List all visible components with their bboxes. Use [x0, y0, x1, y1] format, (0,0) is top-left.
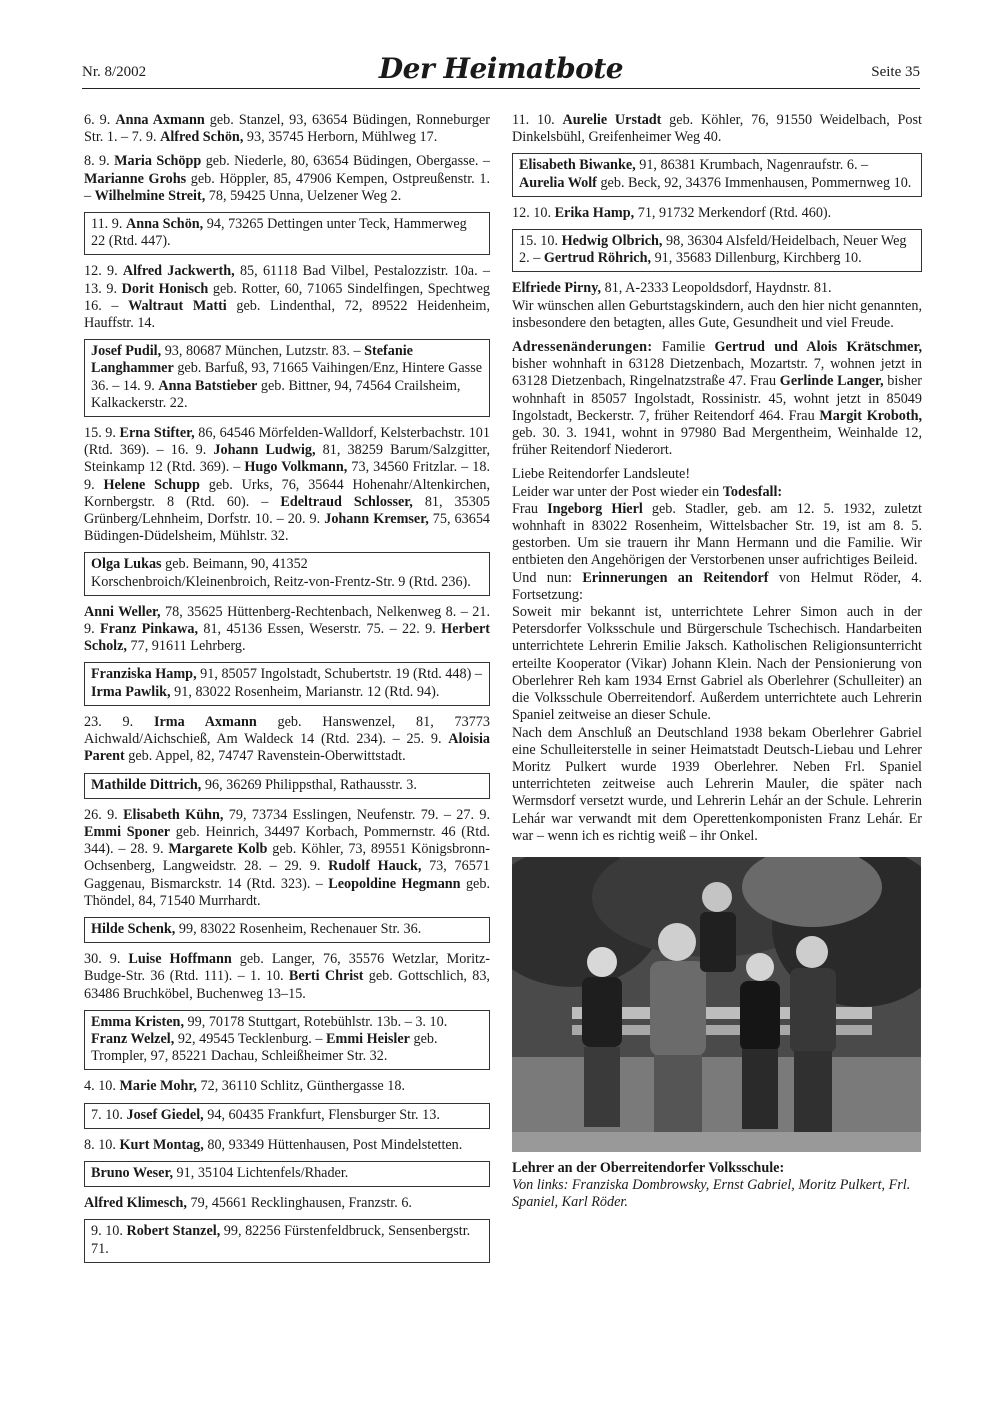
text-run: geb. Stanzel, 93, 63654 Büdingen, Ronneburger Str. 1. – 7. 9.	[84, 112, 490, 146]
name-highlight: Elfriede Pirny,	[512, 280, 602, 297]
name-highlight: Herbert Scholz,	[84, 621, 490, 655]
text-run: Nach dem Anschluß an Deutschland 1938 bekam Oberlehrer Gabriel eine Schulleiterstelle in seiner Heimatstadt Deutsch-Liebau und Lehrer Moritz Pulkert wurde 1939 Oberlehrer. Neben Frl. Spaniel unterrichteten zeitweise auch Lehrerin Mauler, die später nach Wermsdorf versetzt wurde, und Lehrerin Lehár an der Schule. Lehrerin Lehár war verwandt mit dem Operettenkomponisten Franz Lehár. Er war – wenn ich es richtig weiß – ihr Onkel.	[512, 724, 922, 844]
photo-illustration	[512, 857, 921, 1152]
text-run: geb. Barfuß, 93, 71665 Vaihingen/Enz, Hintere Gasse 36. – 14. 9.	[91, 360, 483, 394]
name-highlight: Adressenänderungen:	[512, 339, 653, 356]
text-paragraph	[84, 153, 490, 205]
text-run: 12. 10.	[512, 204, 555, 221]
text-run: 11. 9.	[91, 216, 126, 233]
text-run: 15. 9.	[84, 425, 120, 442]
issue-number: Nr. 8/2002	[82, 64, 147, 80]
text-run: 6. 9.	[84, 112, 116, 128]
name-highlight: Elisabeth Kühn,	[123, 806, 224, 823]
name-highlight: Stefanie Langhammer	[91, 343, 413, 377]
text-run: bisher wohnhaft in 85057 Ingolstadt, Rossinistr. 45, wohnt jetzt in 85049 Ingolstadt, Beckerstr. 7, früher Reitendorf 464. Frau	[512, 373, 922, 424]
name-highlight: Franz Welzel,	[91, 1030, 175, 1047]
page-header	[82, 50, 920, 90]
text-run: 11. 10.	[512, 112, 563, 128]
text-run: 15. 10.	[519, 233, 562, 250]
text-run: von Helmut Röder, 4. Fortsetzung:	[512, 569, 922, 603]
name-highlight: Wilhelmine Streit,	[94, 187, 206, 204]
text-run: geb. Beimann, 90, 41352 Korschenbroich/Kleinenbroich, Reitz-von-Frentz-Str. 9 (Rtd. 236).	[91, 556, 471, 590]
text-run: 92, 49545 Tecklenburg. –	[174, 1030, 327, 1047]
name-highlight: Ingeborg Hierl	[547, 500, 643, 517]
birthday-entry-boxed	[84, 1103, 490, 1129]
text-run: geb. Heinrich, 34497 Korbach, Pommernstr. 46 (Rtd. 344). – 28. 9.	[84, 823, 491, 858]
text-run: 91, 35683 Dillenburg, Kirchberg 10.	[651, 250, 862, 267]
name-highlight: Marianne Grohs	[84, 170, 187, 187]
name-highlight: Emmi Heisler	[326, 1030, 410, 1047]
name-highlight: Bruno Weser,	[91, 1164, 173, 1181]
text-run: Frau	[512, 500, 548, 517]
text-run: 93, 80687 München, Lutzstr. 83. –	[161, 343, 365, 360]
name-highlight: Hilde Schenk,	[91, 920, 176, 937]
name-highlight: Todesfall:	[722, 483, 783, 500]
text-run: geb. Niederle, 80, 63654 Büdingen, Obergasse. –	[201, 153, 490, 170]
name-highlight: Johann Kremser,	[324, 511, 429, 528]
text-paragraph	[84, 1137, 490, 1154]
page-number: Seite 35	[871, 64, 920, 80]
birthday-entry-boxed	[512, 153, 922, 196]
text-run: geb. Urks, 76, 35644 Hohenahr/Altenkirchen, Kornbergstr. 8 (Rtd. 60). –	[84, 476, 491, 510]
name-highlight: Anna Schön,	[125, 216, 204, 233]
left-column	[84, 112, 490, 1271]
text-paragraph	[512, 466, 922, 844]
text-paragraph	[84, 951, 490, 1003]
text-run: 99, 83022 Rosenheim, Rechenauer Str. 36.	[175, 920, 422, 937]
birthday-entry-boxed	[84, 552, 490, 595]
text-run: 30. 9.	[84, 951, 129, 968]
text-run: 91, 35104 Lichtenfels/Rhader.	[173, 1164, 349, 1181]
text-run: geb. Appel, 82, 74747 Ravenstein-Oberwittstadt.	[124, 748, 406, 765]
text-run: Familie	[652, 339, 715, 356]
text-paragraph	[84, 263, 490, 332]
text-run: geb. Hanswenzel, 81, 73773 Aichwald/Aichschieß, Am Waldeck 14 (Rtd. 234). – 25. 9.	[84, 713, 490, 748]
text-paragraph	[512, 205, 922, 222]
photo-caption-title: Lehrer an der Oberreitendorfer Volksschule:	[512, 1159, 785, 1176]
text-run: 98, 36304 Alsfeld/Heidelbach, Neuer Weg 2. –	[519, 233, 907, 267]
text-run: 91, 83022 Rosenheim, Marianstr. 12 (Rtd. 94).	[170, 683, 440, 700]
text-paragraph	[512, 280, 922, 332]
text-run: geb. Beck, 92, 34376 Immenhausen, Pommernweg 10.	[596, 174, 912, 191]
name-highlight: Erinnerungen an Reitendorf	[582, 569, 769, 586]
text-paragraph	[512, 112, 922, 146]
name-highlight: Emmi Sponer	[84, 823, 171, 840]
text-run: geb. Stadler, geb. am 12. 5. 1932, zuletzt wohnhaft in 83022 Rosenheim, Wittelsbacher Str. 19, ist am 8. 5. gestorben. Um sie trauern ihr Mann Hermann und die Familie. Wir entbieten den Angehörigen der Verstorbenen unser aufrichtiges Beileid.	[512, 500, 922, 569]
header-rule	[82, 88, 920, 89]
text-paragraph	[84, 1078, 490, 1095]
text-run: Liebe Reitendorfer Landsleute!	[512, 466, 691, 483]
text-run: 81, 38259 Barum/Salzgitter, Steinkamp 12 (Rtd. 369). –	[84, 442, 491, 476]
name-highlight: Franz Pinkawa,	[100, 621, 198, 638]
text-run: 81, 35305 Grünberg/Lehnheim, Dorfstr. 10. – 20. 9.	[84, 493, 491, 528]
name-highlight: Hedwig Olbrich,	[561, 233, 663, 250]
name-highlight: Helene Schupp	[103, 476, 200, 493]
text-run: 91, 85057 Ingolstadt, Schubertstr. 19 (Rtd. 448) –	[196, 666, 482, 683]
text-run: 79, 45661 Recklinghausen, Franzstr. 6.	[186, 1195, 412, 1212]
text-run: 81, 45136 Essen, Weserstr. 75. – 22. 9.	[198, 621, 442, 638]
birthday-entry-boxed	[84, 662, 490, 705]
birthday-entry-boxed	[84, 1010, 490, 1071]
text-run: 73, 34560 Fritzlar. – 18. 9.	[84, 459, 490, 493]
name-highlight: Hugo Volkmann,	[244, 459, 348, 476]
text-run: Wir wünschen allen Geburtstagskindern, auch den hier nicht genannten, insbesondere den betagten, alles Gute, Gesundheit und viel Freude.	[512, 297, 922, 331]
name-highlight: Rudolf Hauck,	[328, 858, 422, 875]
name-highlight: Irma Axmann	[153, 713, 257, 730]
name-highlight: Mathilde Dittrich,	[91, 776, 202, 793]
text-run: geb. Köhler, 73, 89551 Königsbronn-Ochsenberg, Langweidstr. 28. – 29. 9.	[84, 841, 490, 875]
name-highlight: Alfred Jackwerth,	[122, 263, 235, 280]
name-highlight: Edeltraud Schlosser,	[280, 493, 413, 510]
birthday-entry-boxed	[512, 229, 922, 272]
text-paragraph	[84, 425, 490, 545]
birthday-entry-boxed	[84, 212, 490, 255]
name-highlight: Dorit Honisch	[121, 280, 209, 297]
masthead-logo: Der Heimatbote	[378, 52, 624, 85]
text-run: 9. 10.	[91, 1223, 127, 1240]
name-highlight: Aurelia Wolf	[519, 174, 597, 191]
text-run: geb. Lindenthal, 72, 89522 Heidenheim, Hauffstr. 14.	[84, 297, 490, 332]
name-highlight: Maria Schöpp	[114, 153, 202, 170]
text-run: geb. 30. 3. 1941, wohnt in 97980 Bad Mergentheim, Weinhalde 12, früher Reitendorf Niederort.	[512, 425, 922, 459]
text-run: 71, 91732 Merkendorf (Rtd. 460).	[634, 204, 832, 221]
text-paragraph	[84, 1195, 490, 1212]
name-highlight: Anni Weller,	[84, 603, 161, 620]
name-highlight: Luise Hoffmann	[128, 951, 232, 968]
name-highlight: Gertrud und Alois Krätschmer,	[714, 339, 922, 356]
text-paragraph	[84, 714, 490, 766]
text-run: geb. Thöndel, 84, 71540 Murrhardt.	[84, 875, 490, 909]
name-highlight: Aloisia Parent	[84, 731, 490, 765]
right-column-text	[512, 112, 922, 845]
text-run: 96, 36269 Philippsthal, Rathausstr. 3.	[201, 776, 417, 793]
text-run: 81, A-2333 Leopoldsdorf, Haydnstr. 81.	[601, 280, 832, 297]
name-highlight: Leopoldine Hegmann	[328, 875, 461, 892]
text-paragraph	[84, 604, 490, 656]
name-highlight: Elisabeth Biwanke,	[519, 157, 636, 174]
text-run: 78, 35625 Hüttenberg-Rechtenbach, Nelkenweg 8. – 21. 9.	[84, 603, 490, 638]
text-run: 93, 35745 Herborn, Mühlweg 17.	[243, 129, 438, 146]
text-run: 23. 9.	[84, 713, 154, 730]
photo-caption-text: Von links: Franziska Dombrowsky, Ernst Gabriel, Moritz Pulkert, Frl. Spaniel, Karl Röder.	[512, 1176, 911, 1210]
text-run: 94, 60435 Frankfurt, Flensburger Str. 13.	[203, 1106, 440, 1123]
text-run: 80, 93349 Hüttenhausen, Post Mindelstetten.	[203, 1136, 463, 1153]
text-run: 73, 76571 Gaggenau, Bismarckstr. 14 (Rtd. 323). –	[84, 858, 490, 892]
name-highlight: Aurelie Urstadt	[562, 112, 662, 128]
text-run: bisher wohnhaft in 63128 Dietzenbach, Mozartstr. 7, wohnen jetzt in 63128 Dietzenbach, Ringelnatzstraße 47. Frau	[512, 356, 922, 390]
name-highlight: Anna Axmann	[115, 112, 205, 128]
name-highlight: Robert Stanzel,	[126, 1223, 221, 1240]
name-highlight: Olga Lukas	[91, 556, 162, 573]
text-paragraph	[84, 807, 490, 910]
right-column	[512, 112, 922, 1211]
name-highlight: Alfred Schön,	[160, 129, 244, 146]
name-highlight: Berti Christ	[288, 968, 364, 985]
name-highlight: Franziska Hamp,	[91, 666, 197, 683]
text-run: 72, 36110 Schlitz, Günthergasse 18.	[196, 1078, 406, 1095]
text-paragraph	[84, 112, 490, 146]
text-run: 91, 86381 Krumbach, Nagenraufstr. 6. –	[635, 157, 869, 174]
text-run: 99, 82256 Fürstenfeldbruck, Sensenbergstr. 71.	[91, 1223, 471, 1257]
text-run: 86, 64546 Mörfelden-Walldorf, Kelsterbachstr. 101 (Rtd. 369). – 16. 9.	[84, 425, 490, 459]
text-run: 8. 9.	[84, 153, 115, 170]
text-run: 99, 70178 Stuttgart, Rotebühlstr. 13b. – 3. 10.	[184, 1013, 448, 1030]
name-highlight: Josef Pudil,	[91, 343, 162, 360]
name-highlight: Marie Mohr,	[119, 1078, 197, 1095]
text-run: geb. Rotter, 60, 71065 Sindelfingen, Spechtweg 16. –	[84, 280, 490, 314]
group-photo	[512, 857, 921, 1152]
text-run: Soweit mir bekannt ist, unterrichtete Lehrer Simon auch in der Petersdorfer Volksschule und Bürgerschule Tschechisch. Handarbeiten unterrichtete Lehrerin Emilie Jaksch. Katholischen Religionsunterricht erteilte Kooperator (Vikar) Johann Klein. Nach der Pensionierung von Oberlehrer Reh kam 1934 Ernst Gabriel als Oberlehrer (Schulleiter) an die Volksschule Oberreitendorf. Außerdem unterrichtete auch Lehrerin Spaniel zeitweise an dieser Schule.	[512, 604, 922, 724]
text-paragraph	[512, 339, 922, 459]
birthday-entry-boxed	[84, 1219, 490, 1262]
text-run: 78, 59425 Unna, Uelzener Weg 2.	[205, 187, 402, 204]
text-run: 77, 91611 Lehrberg.	[126, 638, 246, 655]
name-highlight: Johann Ludwig,	[213, 442, 316, 459]
name-highlight: Waltraut Matti	[128, 297, 227, 314]
text-run: geb. Trompler, 97, 85221 Dachau, Schleißheimer Str. 32.	[91, 1030, 438, 1065]
birthday-entry-boxed	[84, 1161, 490, 1187]
name-highlight: Irma Pawlik,	[91, 683, 171, 700]
name-highlight: Anna Batstieber	[158, 377, 258, 394]
name-highlight: Margit Kroboth,	[819, 407, 923, 424]
text-run: 8. 10.	[84, 1136, 120, 1153]
birthday-entry-boxed	[84, 339, 490, 417]
text-run: 12. 9.	[84, 263, 123, 280]
name-highlight: Gerlinde Langer,	[779, 373, 884, 390]
text-run: 26. 9.	[84, 806, 124, 823]
text-run: Leider war unter der Post wieder ein	[512, 483, 723, 500]
name-highlight: Alfred Klimesch,	[84, 1195, 187, 1212]
birthday-entry-boxed	[84, 773, 490, 799]
text-run: 75, 63654 Büdingen-Düdelsheim, Mühlstr. 32.	[84, 511, 491, 545]
name-highlight: Erika Hamp,	[554, 204, 635, 221]
text-run: 7. 10.	[91, 1106, 127, 1123]
text-run: geb. Bittner, 94, 74564 Crailsheim, Kalkackerstr. 22.	[91, 377, 461, 411]
name-highlight: Margarete Kolb	[168, 841, 268, 858]
text-run: geb. Langer, 76, 35576 Wetzlar, Moritz-Budge-Str. 36 (Rtd. 111). – 1. 10.	[84, 951, 491, 985]
name-highlight: Emma Kristen,	[91, 1013, 184, 1030]
text-run: geb. Höppler, 85, 47906 Kempen, Ostpreußenstr. 1. –	[84, 170, 491, 204]
name-highlight: Gertrud Röhrich,	[543, 250, 652, 267]
name-highlight: Josef Giedel,	[126, 1106, 204, 1123]
text-run: 79, 73734 Esslingen, Neufenstr. 79. – 27. 9.	[223, 806, 491, 823]
birthday-entry-boxed	[84, 917, 490, 943]
text-run: geb. Gottschlich, 83, 63486 Bruchköbel, Buchenweg 13–15.	[84, 968, 490, 1002]
name-highlight: Kurt Montag,	[119, 1136, 204, 1153]
text-run: geb. Köhler, 76, 91550 Weidelbach, Post Dinkelsbühl, Greifenheimer Weg 40.	[512, 112, 922, 146]
name-highlight: Erna Stifter,	[119, 425, 195, 442]
text-run: Und nun:	[512, 569, 583, 586]
text-run: 85, 61118 Bad Vilbel, Pestalozzistr. 10a. – 13. 9.	[84, 263, 491, 297]
text-run: 4. 10.	[84, 1078, 120, 1095]
text-run: 94, 73265 Dettingen unter Teck, Hammerweg 22 (Rtd. 447).	[91, 216, 467, 250]
